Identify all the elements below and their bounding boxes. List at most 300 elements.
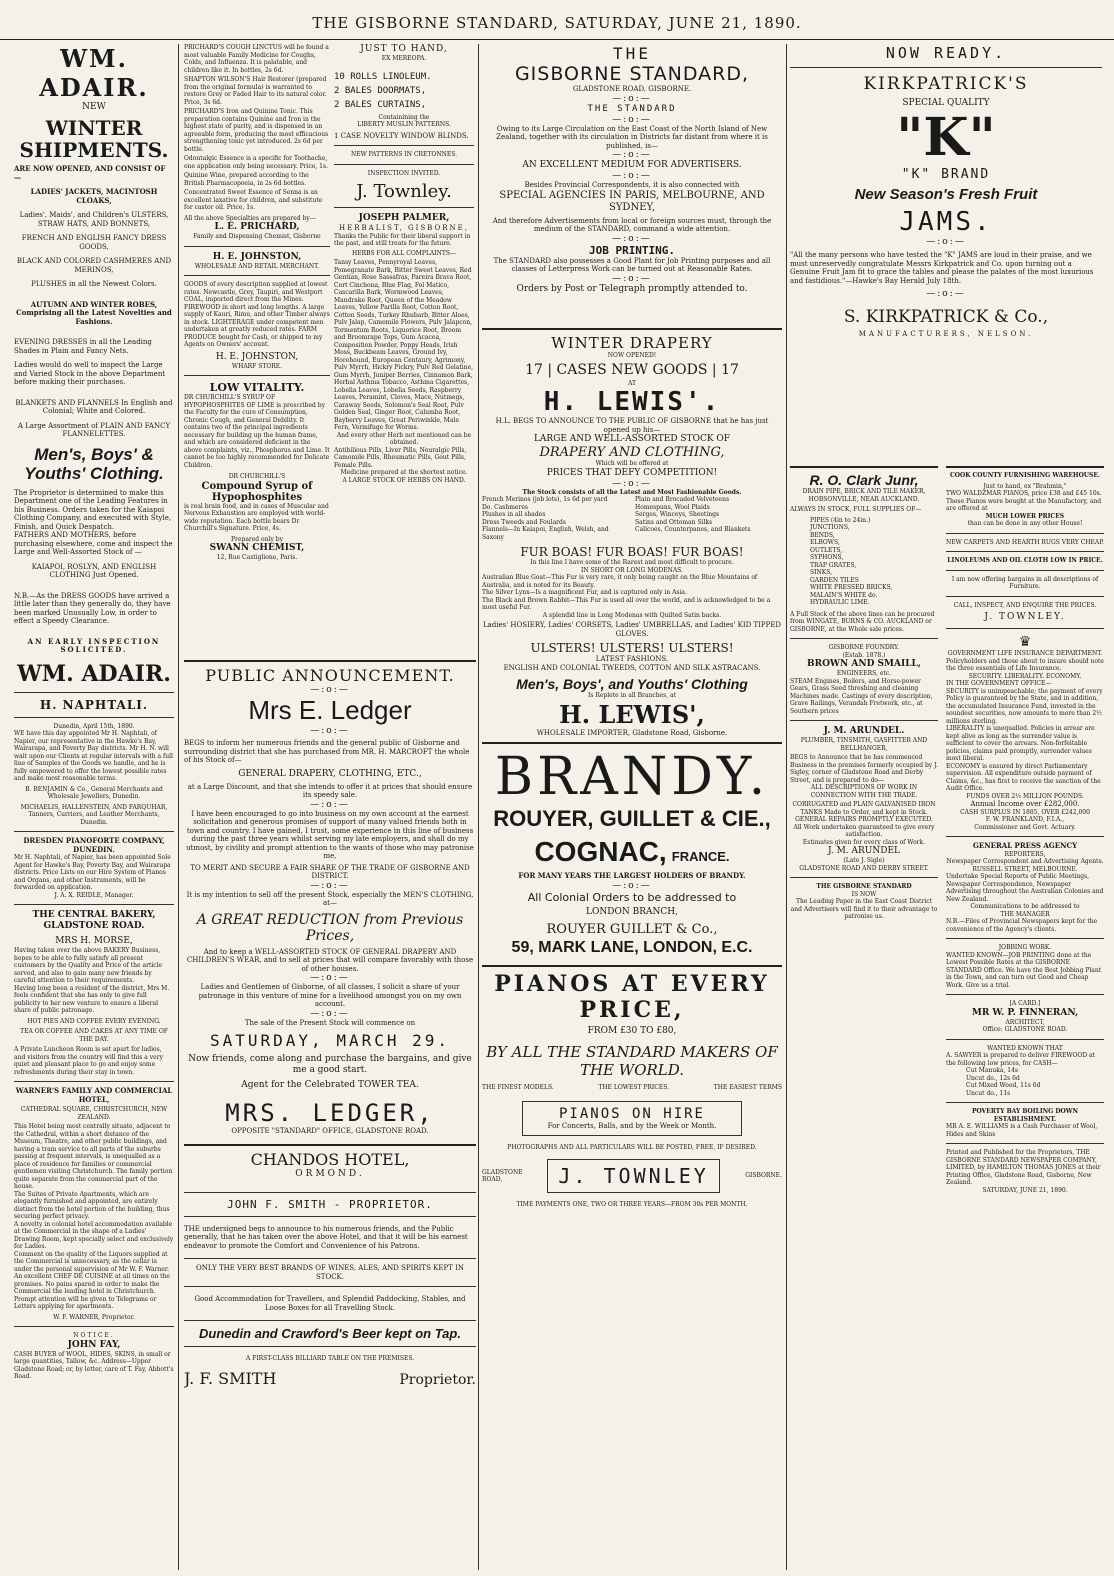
ad-headline: DRESDEN PIANOFORTE COMPANY, DUNEDIN. bbox=[23, 836, 165, 854]
ad-text: HOT PIES AND COFFEE EVERY EVENING. bbox=[27, 1017, 161, 1025]
hire-box bbox=[522, 1101, 742, 1136]
advertiser-name: KIRKPATRICK'S bbox=[863, 74, 1029, 94]
column-rule bbox=[178, 44, 179, 1570]
ad-text: LINOLEUMS AND OIL CLOTH LOW IN PRICE. bbox=[947, 557, 1103, 564]
ad-text: Quinine Wine, prepared according to the British Pharmacopoeia, in 2s 6d bottles. bbox=[184, 172, 309, 187]
ad-text: FRANCE. bbox=[671, 849, 730, 864]
ad-text: For Concerts, Balls, and by the Week or Month. bbox=[547, 1122, 717, 1130]
ad-text: And therefore Advertisements from local or foreign sources must, through the medium of the STANDARD, command a wide attention. bbox=[492, 216, 772, 233]
advertiser-name: JOHN FAY, bbox=[67, 1339, 121, 1350]
advertiser-name: L. E. PRICHARD, bbox=[214, 222, 300, 232]
ad-headline: JOB PRINTING. bbox=[588, 243, 676, 257]
ad-text: PHOTOGRAPHS AND ALL PARTICULARS WILL BE POSTED, FREE, IF DESIRED. bbox=[507, 1143, 757, 1151]
ad-text: KAIAPOI, ROSLYN, AND ENGLISH CLOTHING Just Opened. bbox=[31, 562, 157, 579]
ad-text: Owing to its Large Circulation on the East Coast of the North Island of New Zealand, together with its circulation in Districts far distant from where it is published, is— bbox=[496, 124, 768, 150]
ad-text: CALL, INSPECT, AND ENQUIRE THE PRICES. bbox=[953, 601, 1097, 609]
ad-headline: PUBLIC ANNOUNCEMENT. bbox=[205, 666, 455, 685]
ad-text: The Leading Paper in the East Coast District and Advertisers will find it to their advantage to patronise us. bbox=[790, 898, 938, 920]
ad-text: 1 CASE NOVELTY WINDOW BLINDS. bbox=[334, 131, 469, 140]
ad-text: Ladies' HOSIERY, Ladies' CORSETS, Ladies' UMBRELLAS, and Ladies' KID TIPPED GLOVES. bbox=[482, 621, 782, 638]
ad-text: Medicine prepared at the shortest notice. bbox=[340, 469, 468, 476]
ad-text: F. W. FRANKLAND, F.I.A., bbox=[985, 816, 1065, 823]
ad-headline: WARNER'S FAMILY AND COMMERCIAL HOTEL, bbox=[15, 1086, 173, 1104]
ad-text: Orders by Post or Telegraph promptly attended to. bbox=[516, 283, 748, 294]
press-agency-ad bbox=[946, 842, 1104, 933]
ad-text: AUTUMN AND WINTER ROBES, Comprising all the Latest Novelties and Fashions. bbox=[16, 299, 172, 326]
list-item: Calicoes, Counterpanes, and Blankets bbox=[635, 526, 751, 533]
ledger-ad: PUBLIC ANNOUNCEMENT. —:o:— Mrs E. Ledger —:o:— BEGS to inform her numerous friends and the general public of Gisborne and surrounding district that she has purchased from MR. H. MARCROFT the whole of his Stock of— GENERAL DRAPERY, CLOTHING, ETC., at a Large Discount, and that she intends to offer it at prices that should ensure its speedy sale. —:o:— I have been encouraged to go into business on my own account at the earnest solicitation and generous promises of support of many valued friends both in town and country. I have gained, I trust, some experience in this line of business during the past three years whilst serving my late employers, and shall do my utmost, by civility and prompt attention to the wants of those who may patronise me, TO MERIT AND SECURE A FAIR SHARE OF THE TRADE OF GISBORNE AND DISTRICT. —:o:— It is my intention to sell off the present Stock, especially the MEN'S CLOTHING, at— A GREAT REDUCTION from Previous Prices, And to keep a WELL-ASSORTED STOCK OF GENERAL DRAPERY AND CHILDREN'S WEAR, and to sell at prices that will compare favorably with those of other houses. —:o:— Ladies and Gentlemen of Gisborne, of all classes, I solicit a share of your patronage in this venture of mine for a livelihood amongst you on my own account. —:o:— The sale of the Present Stock will commence on SATURDAY, MARCH 29. Now friends, come along and purchase the bargains, and give me a good start. Agent for the Celebrated TOWER TEA. MRS. LEDGER, OPPOSITE "STANDARD" OFFICE, GLADSTONE ROAD. bbox=[184, 666, 476, 1136]
ad-text: GLADSTONE ROAD, GISBORNE. bbox=[572, 85, 692, 93]
ad-text: Family and Dispensing Chemist, Gisborne bbox=[193, 233, 321, 240]
ad-text: INSPECTION INVITED. bbox=[367, 169, 441, 177]
list-item: Plushes in all shades bbox=[482, 511, 546, 518]
ad-text: PRICHARD'S Iron and Quinine Tonic. This preparation contains Quinine and Iron in the highest state of purity, and is dispensed in an agreeable form, producing the most efficacious strengthening tonic yet introduced. 2s 6d per bottle. bbox=[184, 108, 329, 153]
ad-text: FOR MANY YEARS THE LARGEST HOLDERS OF BRANDY. bbox=[518, 871, 746, 880]
ad-text: Communications to be addressed to bbox=[970, 903, 1080, 910]
ad-text: Proprietor. bbox=[399, 1371, 476, 1388]
list-item: ELBOWS, bbox=[810, 539, 840, 546]
ad-headline: Men's, Boys', and Youths' Clothing bbox=[516, 676, 748, 692]
ad-text: NOW OPENED! bbox=[607, 352, 657, 359]
ad-headline: SPECIAL AGENCIES IN PARIS, MELBOURNE, AND SYDNEY, bbox=[499, 189, 765, 213]
stock-list bbox=[482, 496, 782, 541]
ad-text: Now friends, come along and purchase the bargains, and give me a good start. bbox=[188, 1054, 472, 1075]
ad-text: EX MEREOPA. bbox=[381, 55, 427, 62]
ad-text: FUNDS OVER 2½ MILLION POUNDS. bbox=[966, 792, 1084, 800]
vitality-ad bbox=[184, 381, 330, 562]
ad-headline: "K" bbox=[896, 107, 996, 168]
ad-headline: Compound Syrup of Hypophosphites bbox=[201, 480, 313, 503]
ad-text: LIBERALITY is unequalled. Policies in arrear are kept alive as long as the surrender value is sufficient to cover the arrears. Non-forfeitable policies, claims paid promptly, surrender values most liberal. bbox=[946, 725, 1095, 762]
list-item: Serges, Winceys, Sheetings bbox=[635, 511, 720, 518]
naphtali-ad bbox=[14, 698, 174, 827]
ad-text: Prepared only by bbox=[231, 535, 283, 543]
list-item: Flannels—In Kaiapoi, English, Welsh, and Saxony bbox=[482, 526, 609, 541]
list-item: SINKS, bbox=[810, 569, 833, 576]
ad-text: STEAM Engines, Boilers, and Horse-power Gears, Grass Seed threshing and cleaning Machines made. Castings of every description, Grave Railings, Verandah Fretwork, etc., at Southern prices bbox=[790, 677, 933, 715]
ad-text: TIME PAYMENTS ONE, TWO OR THREE YEARS—FROM 30s PER MONTH. bbox=[516, 1201, 748, 1208]
ad-text: MUCH LOWER PRICES bbox=[985, 512, 1065, 520]
ad-text: Ladies and Gentlemen of Gisborne, of all classes, I solicit a share of your patronage in this venture of mine for a livelihood amongst you on my own account. bbox=[198, 983, 462, 1008]
column-5 bbox=[790, 44, 1102, 454]
ad-text: ENGINEERS, etc. bbox=[836, 670, 892, 677]
ad-text: Printed and Published for the Proprietors, THE GISBORNE STANDARD NEWSPAPER COMPANY, LIMITED, by HAMILTON THOMAS JONES at their Printing Office, Gladstone Road, Gisborne, New Zealand. bbox=[946, 1149, 1101, 1186]
ad-text: SHAPTON WILSON'S Hair Restorer (prepared from the original formula) is warranted to restore Grey or Faded Hair to its natural color. Price, 3s 6d. bbox=[184, 76, 327, 106]
advertiser-name: MRS. LEDGER, bbox=[225, 1099, 435, 1127]
ad-text: 12, Rue Castiglione, Paris. bbox=[216, 554, 298, 561]
cook-ad bbox=[946, 472, 1104, 623]
ad-text: MICHAELIS, HALLENSTEIN, AND FARQUHAR, Tanners, Curriers, and Leather Merchants, Dunedin. bbox=[20, 803, 168, 826]
ad-text: Prompt attention will be given to Telegrams or Letters applying for apartments. bbox=[14, 1295, 157, 1310]
ad-text: GENERAL DRAPERY, CLOTHING, ETC., bbox=[238, 768, 422, 779]
ad-text: Besides Provincial Correspondents, it is also connected with bbox=[524, 181, 740, 189]
ad-headline: BY ALL THE STANDARD MAKERS OF THE WORLD. bbox=[486, 1042, 778, 1079]
ad-text: Is Replete in all Branches, at bbox=[588, 692, 676, 699]
advertiser-name: J. Townley. bbox=[356, 181, 452, 202]
boiling-ad bbox=[946, 1108, 1104, 1138]
advertiser-name: H. E. JOHNSTON, bbox=[215, 351, 299, 362]
ad-text: Undertake Special Reports of Public Meetings, Newspaper Correspondence, Newspaper Advertising throughout the Australian Colonies and New Zealand. bbox=[946, 873, 1104, 903]
ad-text: All Colonial Orders to be addressed to bbox=[527, 890, 737, 904]
advertiser-name: H. NAPHTALI. bbox=[39, 697, 149, 712]
ad-headline: JAMS. bbox=[899, 207, 993, 237]
ad-text: EVENING DRESSES in all the Leading Shades in Plain and Fancy Nets. bbox=[14, 338, 152, 355]
ad-text: Antibilious Pills, Liver Pills, Neuralgic Pills, Camomile Pills, Rheumatic Pills, Gout Pills, Female Pills. bbox=[334, 446, 467, 469]
list-item: MALAIN'S WHITE do. bbox=[810, 591, 878, 599]
ad-text: PLUMBER, TINSMITH, GASFITTER AND BELLHANGER, bbox=[800, 737, 928, 752]
ad-text: PRICHARD'S COUGH LINCTUS will be found a most valuable Family Medicine for Coughs, Colds, and Influenza. It is palatable, and children like it. In bottles, 2s 6d. bbox=[184, 44, 329, 74]
ad-headline: "K" BRAND bbox=[901, 167, 991, 182]
ad-text: CASH BUYER of WOOL, HIDES, SKINS, in small or large quantities, Tallow, &c. Address—Upper Gladstone Road; or, by letter, care of T. Fay, Abbott's Road. bbox=[14, 1350, 174, 1380]
lewis-ad: WINTER DRAPERY NOW OPENED! 17 | CASES NEW GOODS | 17 AT H. LEWIS'. H.L. BEGS TO ANNOUNCE TO THE PUBLIC OF GISBORNE that he has just opened up his— LARGE AND WELL-ASSORTED STOCK OF DRAPERY AND CLOTHING, Which will be offered at PRICES THAT DEFY COMPETITION! —:o:— The Stock consists of all the Latest and Most Fashionable Goods. French Merinos (job lots), 1s 6d per yard Do. Cashmeres Plushes in all shades Dress Tweeds and Foulards Flannels—In Kaiapoi, English, Welsh, and Saxony Plain and Brocaded Velveteens Homespuns, Wool Plaids Serges, Winceys, Sheetings Satins and Ottoman Silks Calicoes, Counterpanes, and Blankets FUR BOAS! FUR BOAS! FUR BOAS! In this line I have some of the Rarest and most difficult to procure. IN SHORT OR LONG MODENAS. Australian Blue Goat—This Fur is very rare, it only being caught on the Blue Mountains of Australia, and is noted for its Beauty. The Silver Lynx—Is a magnificent Fur, and is captured only in Asia. The Black and Brown Rabbit—This Fur is used all over the world, and is acknowledged to be a most useful Fur. A splendid line in Long Modenas with Quilted Satin backs. Ladies' HOSIERY, Ladies' CORSETS, Ladies' UMBRELLAS, and Ladies' KID TIPPED GLOVES. ULSTERS! ULSTERS! ULSTERS! LATEST FASHIONS. ENGLISH AND COLONIAL TWEEDS, COTTON AND SILK ASTRACANS. Men's, Boys', and Youths' Clothing Is Replete in all Branches, at H. LEWIS', WHOLESALE IMPORTER, Gladstone Road, Gisborne. bbox=[482, 334, 782, 737]
advertiser-name: JOSEPH PALMER, bbox=[358, 213, 450, 223]
advertiser-name: MR W. P. FINNERAN, bbox=[971, 1007, 1079, 1018]
ad-headline: 17 | CASES NEW GOODS | 17 bbox=[525, 361, 739, 378]
adair-ad bbox=[14, 44, 174, 687]
column-3 bbox=[334, 44, 474, 650]
list-item: Cut Manuka, 14s bbox=[966, 1067, 1018, 1074]
ad-text: ARE NOW OPENED, AND CONSIST OF — bbox=[14, 164, 166, 182]
ad-text: NEW CARPETS AND HEARTH RUGS VERY CHEAP. bbox=[946, 538, 1104, 546]
ad-text: OPPOSITE "STANDARD" OFFICE, GLADSTONE ROAD. bbox=[231, 1127, 429, 1135]
ad-headline: NOTICE. bbox=[73, 1332, 115, 1339]
ad-text: ALWAYS IN STOCK, FULL SUPPLIES OF— bbox=[790, 506, 922, 513]
ad-text: And every other Herb not mentioned can be obtained. bbox=[336, 431, 472, 446]
ad-text: MANUFACTURERS, NELSON. bbox=[858, 330, 1034, 338]
advertiser-name: BROWN AND SMAILL, bbox=[807, 659, 921, 669]
imprint bbox=[946, 1149, 1104, 1194]
ad-headline: FUR BOAS! FUR BOAS! FUR BOAS! bbox=[520, 545, 744, 559]
ad-headline: BRANDY. bbox=[494, 747, 770, 807]
ad-headline: NOW READY. bbox=[885, 44, 1007, 62]
dresden-ad bbox=[14, 837, 174, 899]
ad-text: Tansy Leaves, Pennyroyal Leaves, Pomegranate Bark, Bitter Sweet Leaves, Red Gentian, Rose Sassafras, Pareira Brava Root, Cort Cinchona, Blue Flag, Fol Matico, Cascarilla Bark, Wormwood Leaves, Mandrake Root, Queen of the Meadow Leaves, Yellow Parilla Root, Cotton Root, Cotton Seeds, Turkey Rhubarb, Bitter Aloes, Pulv Jalap, Camomile Flowers, Pulv Jalapcon, Tormentum Roots, Liquorice Root, Broom and Broomrape Tops, Gum Acacea, Composition Powder, Poppy Heads, Irish Moss, Buckbeam Leaves, Ground Ivy, Horehound, European Centaury, Agrimony, Pulv Myrrh, Hickry Pickry, Pulv Red Gelatine, Gum Myrrh, Juniper Berries, Cinnamon Bark, Herbal Asthma Tobacco, Asthma Cigarettes, Lobelia Leaves, Lobelia Seeds, Raspberry Leaves, Peramint, Cloves, Mace, Nutmegs, Caraway Seeds, Solomon's Seal Root, Pulv Golden Seal, Ginger Root, Calumba Root, Bayberry Leaves, Great Periwinkle, Male Fern, Vermifuge for Worms. bbox=[334, 259, 474, 431]
ad-headline: POVERTY BAY BOILING DOWN ESTABLISHMENT. bbox=[972, 1108, 1078, 1123]
ad-headline: WINTER SHIPMENTS. bbox=[19, 116, 169, 162]
ad-text: Comment on the quality of the Liquors supplied at the Commercial is unnecessary, as the cellar is under the personal supervision of Mr W. F. Warner. bbox=[14, 1250, 169, 1273]
ad-headline: COGNAC, bbox=[534, 836, 667, 867]
foundry-ad bbox=[790, 644, 938, 715]
column-rule bbox=[786, 44, 787, 1570]
column-7 bbox=[946, 462, 1104, 1570]
ad-text: 2 BALES DOORMATS, bbox=[334, 85, 427, 96]
chandos-ad bbox=[184, 1150, 476, 1388]
insurance-ad bbox=[946, 634, 1104, 831]
list-item: PIPES (4in to 24in.) bbox=[810, 516, 871, 524]
column-1 bbox=[14, 44, 174, 1570]
list-item: THE EASIEST TERMS bbox=[713, 1083, 782, 1091]
ad-text: The Black and Brown Rabbit—This Fur is used all over the world, and is acknowledged to be a most useful Fur. bbox=[482, 596, 771, 611]
ad-text: A Private Luncheon Room is set apart for ladies, and visitors from the country will find this a very quiet and pleasant place to go and enjoy some refreshments during their stay in town. bbox=[14, 1046, 163, 1076]
ad-text: LADIES' JACKETS, MACINTOSH CLOAKS, bbox=[30, 187, 158, 205]
ad-text: Odontalgic Essence is a specific for Toothache, one application only being necessary. Price, 1s. bbox=[184, 155, 328, 170]
ad-text: And to keep a WELL-ASSORTED STOCK OF GENERAL DRAPERY AND CHILDREN'S WEAR, and to sell at prices that will compare favorably with those of other houses. bbox=[186, 947, 474, 973]
ad-text: LIBERTY MUSLIN PATTERNS. bbox=[357, 121, 451, 128]
ad-text: GISBORNE. bbox=[745, 1172, 782, 1180]
ad-headline: PIANOS ON HIRE bbox=[558, 1106, 705, 1122]
palmer-ad bbox=[334, 213, 474, 484]
ad-text: PRICES THAT DEFY COMPETITION! bbox=[546, 467, 718, 478]
ad-text: Just to hand, ex "Brahmin," bbox=[983, 482, 1067, 490]
ad-text: CORRUGATED and PLAIN GALVANISED IRON TANKS Made to Order, and kept in Stock. bbox=[792, 801, 936, 816]
ad-text: at a Large Discount, and that she intends to offer it at prices that should ensure its speedy sale. bbox=[187, 782, 473, 799]
ad-text: ORMOND. bbox=[295, 1168, 365, 1179]
ad-text: I am now offering bargains in all descriptions of Furniture. bbox=[951, 575, 1099, 590]
ad-text: is real brain food, and in cases of Muscular and Nervous Exhaustion are employed with world-wide reputation. Each bottle bears Dr Churchill's Signature. Price, 4s. bbox=[184, 502, 329, 532]
clark-ad bbox=[790, 472, 938, 633]
ad-text: Concentrated Sweet Essence of Senna is an excellent laxative for children, and substitute for castor oil. Price, 1s. bbox=[184, 189, 323, 211]
list-item: Dress Tweeds and Foulards bbox=[482, 518, 566, 526]
ad-headline: JOBBING WORK. bbox=[998, 944, 1052, 951]
ad-text: W. F. WARNER, Proprietor. bbox=[53, 1313, 135, 1321]
column-2 bbox=[184, 44, 330, 650]
ad-text: RUSSELL STREET, MELBOURNE. bbox=[972, 865, 1078, 873]
ad-headline: New Season's Fresh Fruit bbox=[854, 186, 1038, 203]
ad-text: BLANKETS AND FLANNELS In English and Colonial; White and Colored. bbox=[15, 398, 173, 415]
list-item: Cut Mixed Wood, 11s 6d bbox=[966, 1082, 1041, 1089]
ad-headline: WANTED KNOWN THAT bbox=[987, 1044, 1063, 1052]
list-item: JUNCTIONS, bbox=[810, 524, 850, 531]
ad-text: DR CHURCHILL'S bbox=[228, 473, 286, 480]
ad-headline: ULSTERS! ULSTERS! ULSTERS! bbox=[530, 641, 734, 655]
ad-text: AN EARLY INSPECTION SOLICITED. bbox=[27, 636, 161, 654]
ad-text: BLACK AND COLORED CASHMERES AND MERINOS, bbox=[16, 257, 172, 274]
ad-text: Ladies would do well to inspect the Large and Varied Stock in the above Department before making their purchases. bbox=[14, 361, 166, 386]
jobbing-ad bbox=[946, 944, 1104, 989]
ad-text: SPECIAL QUALITY bbox=[902, 98, 990, 108]
ad-text: THE MANAGER bbox=[1000, 910, 1050, 918]
advertiser-name: ROUYER GUILLET & Co., bbox=[546, 921, 718, 937]
arundel-ad bbox=[790, 726, 938, 872]
ad-text: ALL DESCRIPTIONS OF WORK IN CONNECTION WITH THE TRADE. bbox=[810, 784, 918, 799]
ad-text: DR CHURCHILL'S SYRUP OF HYPOPHOSPHITES OF LIME is prescribed by the Faculty for the cure of Consumption, Chronic Cough, and General Debility. It contains two of the principal ingredients necessary for building up the human frame, and which are considered deficient in the above complaints, viz., Phosphorus and Lime. It cannot be too highly recommended for Delicate Children. bbox=[184, 394, 330, 469]
ad-text: WE have this day appointed Mr H. Naphtali, of Napier, our representative in the Hawke's Bay, Wairarapa, and Poverty Bay districts. Mr H. N. will wait upon our Clients at regular intervals with a full line of Samples of the Goods we handle, and he is fully empowered to offer the lowest possible rates and make most reasonable terms. bbox=[14, 730, 173, 782]
ad-text: Annual Income over £282,000. bbox=[970, 800, 1080, 808]
ad-text: SATURDAY, JUNE 21, 1890. bbox=[982, 1186, 1068, 1194]
ad-text: It is my intention to sell off the present Stock, especially the MEN'S CLOTHING, at— bbox=[186, 890, 474, 907]
ad-text: A. SAWYER is prepared to deliver FIREWOOD at the following low prices, for CASH— bbox=[946, 1052, 1096, 1067]
advertiser-name: Mrs E. Ledger bbox=[248, 695, 412, 725]
advertiser-name: J. TOWNLEY bbox=[547, 1159, 719, 1193]
ad-text: Which will be offered at bbox=[595, 460, 669, 467]
ad-text: HOBSONVILLE, NEAR AUCKLAND. bbox=[808, 495, 920, 503]
advertiser-name: J. M. ARUNDEL. bbox=[823, 726, 905, 736]
list-item: Uncut do., 12s 6d bbox=[966, 1074, 1020, 1082]
ad-text: ECONOMY is ensured by direct Parliamentary supervision. All expenditure outside payment of Claims, &c., has first to receive the sanction of the Audit Office. bbox=[946, 762, 1101, 792]
advertiser-name: WM. ADAIR. bbox=[39, 44, 149, 102]
ad-text: 59, MARK LANE, LONDON, E.C. bbox=[511, 938, 753, 956]
ad-text: ENGLISH AND COLONIAL TWEEDS, COTTON AND SILK ASTRACANS. bbox=[503, 663, 761, 672]
ad-text: THE undersigned begs to announce to his numerous friends, and the Public generally, that he has taken over the above Hotel, and that it will be his earnest endeavor to promote the Comfort and Convenience of his Patrons. bbox=[184, 1224, 468, 1250]
ad-text: TEA OR COFFEE AND CAKES AT ANY TIME OF THE DAY. bbox=[20, 1028, 168, 1043]
ad-label: NEW bbox=[82, 102, 106, 112]
ad-text: Australian Blue Goat—This Fur is very rare, it only being caught on the Blue Mountains of Australia, and is noted for its Beauty. bbox=[482, 574, 758, 589]
column-rule bbox=[478, 44, 479, 1570]
ad-text: DRAIN PIPE, BRICK AND TILE MAKER, bbox=[802, 488, 926, 495]
advertiser-name: GISBORNE STANDARD, bbox=[514, 63, 750, 85]
ad-text: CASH SURPLUS IN 1885, OVER £242,000 bbox=[960, 808, 1090, 816]
ad-text: N.B.—Files of Provincial Newspapers kept for the convenience of the Agency's clients. bbox=[946, 918, 1098, 933]
ad-text: All the above Specialties are prepared by— bbox=[184, 214, 316, 222]
ad-text: (Estab. 1878.) bbox=[842, 651, 886, 659]
ad-text: WHOLESALE AND RETAIL MERCHANT. bbox=[194, 262, 320, 270]
list-item: SYPHONS, bbox=[810, 554, 844, 561]
list-item: Homespuns, Wool Plaids bbox=[635, 503, 710, 511]
ad-text: WHARF STORE. bbox=[231, 362, 283, 370]
ad-text: Newspaper Correspondent and Advertising Agents. bbox=[946, 858, 1104, 865]
ad-headline: Dunedin and Crawford's Beer kept on Tap. bbox=[199, 1326, 461, 1341]
list-item: Do. Cashmeres bbox=[482, 503, 528, 511]
ad-text: A Full Stock of the above lines can be procured from WINGATE, BURNS & CO. AUCKLAND or GISBORNE, at the Whole sale prices. bbox=[790, 610, 935, 633]
list-item: Plain and Brocaded Velveteens bbox=[635, 496, 730, 503]
townley-ad bbox=[334, 44, 474, 202]
ad-text: In this line I have some of the Rarest and most difficult to procure. bbox=[530, 559, 734, 566]
ad-headline: A GREAT REDUCTION from Previous Prices, bbox=[196, 911, 464, 944]
ad-headline: THE STANDARD bbox=[587, 103, 677, 114]
list-item: TRAP GRATES, bbox=[810, 561, 857, 569]
fay-notice bbox=[14, 1332, 174, 1381]
ad-text: GENERAL REPAIRS PROMPTLY EXECUTED. bbox=[795, 816, 933, 823]
ad-text: The Stock consists of all the Latest and Most Fashionable Goods. bbox=[522, 488, 742, 496]
standard-ad: THE GISBORNE STANDARD, GLADSTONE ROAD, GISBORNE. —:o:— THE STANDARD —:o:— Owing to its Large Circulation on the East Coast of the North Island of New Zealand, together with its circulation in Districts far distant from where it is published, is— —:o:— AN EXCELLENT MEDIUM FOR ADVERTISERS. —:o:— Besides Provincial Correspondents, it is also connected with SPECIAL AGENCIES IN PARIS, MELBOURNE, AND SYDNEY, And therefore Advertisements from local or foreign sources must, through the medium of the STANDARD, command a wide attention. —:o:— JOB PRINTING. The STANDARD also possesses a Good Plant for Job Printing purposes and all classes of Letterpress Work can be turned out at Reasonable Rates. —:o:— Orders by Post or Telegraph promptly attended to. bbox=[482, 44, 782, 295]
ad-headline: Men's, Boys' & Youths' Clothing. bbox=[24, 444, 164, 483]
ad-text: The Suites of Private Apartments, which are elegantly furnished and appointed, are entirely distinct from the hotel portion of the building, thus securing perfect privacy. bbox=[14, 1190, 170, 1220]
crest-icon: ♛ bbox=[1018, 634, 1032, 650]
ad-text: A novelty in colonial hotel accommodation available at the Commercial in the shape of a Ladies' Drawing Room, kept specially select and exclusively for Ladies. bbox=[14, 1220, 174, 1250]
ad-text: I have been encouraged to go into business on my own account at the earnest solicitation and generous promises of support of many valued friends both in town and country. I have gained, I trust, some experience in this line of business during the past three years whilst serving my late employers, and shall do my utmost, by civility and prompt attention to the wants of those who may patronise me, bbox=[186, 809, 474, 860]
ad-text: 2 BALES CURTAINS, bbox=[334, 99, 427, 110]
ad-text: AT bbox=[627, 379, 636, 387]
ad-headline: SATURDAY, MARCH 29. bbox=[209, 1031, 451, 1050]
ad-text: The sale of the Present Stock will commence on bbox=[244, 1018, 416, 1027]
ad-headline: COOK COUNTY FURNISHING WAREHOUSE. bbox=[949, 472, 1101, 479]
ad-headline: GISBORNE FOUNDRY. bbox=[828, 644, 900, 651]
ad-text: Policyholders and those about to insure should note the three essentials of Life Insurance. bbox=[946, 657, 1104, 672]
ad-text: PLUSHES in all the Newest Colors. bbox=[31, 280, 157, 288]
brandy-ad: BRANDY. ROUYER, GUILLET & CIE., COGNAC, FRANCE. FOR MANY YEARS THE LARGEST HOLDERS OF BRANDY. —:o:— All Colonial Orders to be addressed to LONDON BRANCH, ROUYER GUILLET & Co., 59, MARK LANE, LONDON, E.C. bbox=[482, 748, 782, 957]
johnston-ad bbox=[184, 252, 330, 371]
ad-text: MRS H. MORSE, bbox=[55, 936, 133, 946]
lewis-brandy-pianos-block bbox=[482, 324, 782, 1570]
ad-text: GLADSTONE ROAD AND DERBY STREET. bbox=[799, 864, 929, 872]
ad-text: GOODS of every description supplied at lowest rates. Newcastle, Grey, Taupiri, and Westport COAL, imported direct from the Mines. FIREWOOD in short and long lengths. A large supply of Kauri, Rimu, and other Timber always in stock. LIGHTERAGE under competent men undertaken at greatly reduced rates. FARM PRODUCE bought for Cash, or shipped to my Agents on Owners' account. bbox=[184, 281, 330, 348]
ad-text: 10 ROLLS LINOLEUM. bbox=[334, 71, 432, 82]
ad-text: BEGS to inform her numerous friends and the general public of Gisborne and surrounding district that she has purchased from MR. H. MARCROFT the whole of his Stock of— bbox=[184, 739, 470, 764]
ad-text: SECURITY is unimpeachable; the payment of every Policy is guaranteed by the State, and in addition, the accumulated Insurance Fund, invested in the soundest securities, now amounts to more than 2½ millions sterling. bbox=[946, 687, 1103, 725]
finneran-card bbox=[946, 1000, 1104, 1034]
ad-headline: DRAPERY AND CLOTHING, bbox=[539, 445, 725, 460]
ad-text: [A CARD.] bbox=[1009, 1000, 1041, 1007]
ad-text: Office: GLADSTONE ROAD. bbox=[982, 1026, 1068, 1033]
ad-text: IN SHORT OR LONG MODENAS. bbox=[581, 566, 683, 574]
ad-headline: THE bbox=[613, 44, 651, 63]
list-item: Uncut do., 11s bbox=[966, 1089, 1011, 1097]
advertiser-name: WM. ADAIR. bbox=[17, 660, 171, 687]
list-item: BENDS, bbox=[810, 531, 835, 539]
ad-text: LATEST FASHIONS. bbox=[595, 655, 669, 663]
ad-text: (Late J. Sigle) bbox=[843, 857, 885, 864]
ad-text: FROM £30 TO £80, bbox=[587, 1025, 677, 1036]
ad-text: NEW PATTERNS IN CRETONNES. bbox=[350, 151, 458, 158]
kirkpatrick-ad: NOW READY. KIRKPATRICK'S SPECIAL QUALITY "K" "K" BRAND New Season's Fresh Fruit JAMS. —:o:— "All the many persons who have tested the "K" JAMS are loud in their praise, and we must unreservedly congratulate Messrs Kirkpatrick and Co. upon turning out a Genuine Fruit Jam fit to grace the tables and please the palates of the most luxurious and fastidious."—Hawke's Bay Herald July 18th. —:o:— S. KIRKPATRICK & Co., MANUFACTURERS, NELSON. bbox=[790, 44, 1102, 339]
column-6 bbox=[790, 462, 938, 1570]
list-item: French Merinos (job lots), 1s 6d per yard bbox=[482, 496, 608, 503]
sawyer-ad bbox=[946, 1045, 1104, 1098]
ad-text: A LARGE STOCK OF HERBS ON HAND. bbox=[342, 476, 466, 484]
advertiser-name: S. KIRKPATRICK & Co., bbox=[843, 307, 1049, 327]
ad-text: SECURITY. LIBERALITY. ECONOMY. bbox=[968, 672, 1082, 680]
ad-headline: JUST TO HAND, bbox=[360, 44, 448, 54]
ad-text: BEGS to Announce that he has commenced Business in the premises formerly occupied by J. Sigley, corner of Gladstone Road and Derby Street, and is prepared to do— bbox=[790, 754, 938, 784]
ad-headline: LOW VITALITY. bbox=[209, 381, 305, 394]
ad-text: Good Accommodation for Travellers, and Splendid Paddocking, Stables, and Loose Boxes for all Travelling Stock. bbox=[194, 1295, 466, 1312]
ad-headline: GOVERNMENT LIFE INSURANCE DEPARTMENT. bbox=[947, 650, 1103, 657]
list-item: THE FINEST MODELS. bbox=[482, 1083, 554, 1091]
ad-text: "All the many persons who have tested the "K" JAMS are loud in their praise, and we must unreservedly congratulate Messrs Kirkpatrick and Co. upon turning out a Genuine Fruit Jam fit to grace the tables and please the palates of the most luxurious and fastidious."—Hawke's Bay Herald July 18th. bbox=[790, 251, 1094, 285]
ad-text: Dunedin, April 15th, 1890. bbox=[53, 722, 135, 730]
ad-text: H.L. BEGS TO ANNOUNCE TO THE PUBLIC OF GISBORNE that he has just opened up his— bbox=[495, 417, 769, 434]
ad-text: This Hotel being most centrally situate, adjacent to the Cathedral, within a short distance of the Museum, Theatre, and other public buildings, and having a tram service to all parts of the suburbs passing at frequent intervals, is unequalled as a place of residence for families or commercial gentlemen visiting Christchurch. The family portion quite separate from the commercial part of the house. bbox=[14, 1123, 173, 1190]
ad-text: Ladies', Maids', and Children's ULSTERS, STRAW HATS, AND BONNETS, bbox=[19, 211, 169, 228]
ad-text: An excellent CHEF DE CUISINE at all times on the premises. No pains spared in order to make the Commercial the leading hotel in Christchurch. bbox=[14, 1273, 170, 1295]
list-item: HYDRAULIC LIME. bbox=[810, 599, 870, 606]
ad-text: REPORTERS, bbox=[1004, 850, 1046, 858]
standard-notice bbox=[790, 883, 938, 921]
ad-text: LARGE AND WELL-ASSORTED STOCK OF bbox=[533, 434, 731, 444]
advertiser-name: SWANN CHEMIST, bbox=[209, 543, 305, 553]
advertiser-name: J. TOWNLEY. bbox=[984, 612, 1066, 622]
ledger-chandos-block bbox=[184, 656, 476, 1570]
pianos-ad bbox=[482, 971, 782, 1209]
ad-headline: JOHN F. SMITH - PROPRIETOR. bbox=[227, 1197, 433, 1211]
warner-ad bbox=[14, 1087, 174, 1321]
ad-text: Having taken over the above BAKERY Business, hopes to be able to fully satisfy all present customers by the Quality and Price of the article served, and also to gain many new friends by careful attention to their requirements. bbox=[14, 947, 163, 984]
advertiser-name: H. LEWIS'. bbox=[543, 387, 721, 417]
ad-text: GLADSTONE ROAD, bbox=[482, 1168, 523, 1183]
ad-headline: WINTER DRAPERY bbox=[551, 334, 713, 352]
ad-text: than can be done in any other House! bbox=[967, 520, 1083, 527]
ad-headline: THE CENTRAL BAKERY, GLADSTONE ROAD. bbox=[32, 910, 156, 931]
ad-text: Containining the bbox=[378, 113, 430, 121]
ad-text: A Large Assortment of PLAIN AND FANCY FLANNELETTES. bbox=[17, 421, 171, 438]
ad-text: Mr H. Naphtali, of Napier, has been appointed Sole Agent for Hawke's Bay, Poverty Bay, and Wairarapa districts. Price Lists on our Hire System of Pianos and Organs, and other Instruments, will be forwarded on application. bbox=[14, 854, 171, 891]
ad-headline: GENERAL PRESS AGENCY bbox=[972, 841, 1078, 850]
ad-headline: THE GISBORNE STANDARD bbox=[816, 883, 912, 890]
ad-text: IN THE GOVERNMENT OFFICE— bbox=[946, 680, 1052, 687]
list-item: OUTLETS, bbox=[810, 546, 843, 554]
advertiser-name: ROUYER, GUILLET & CIE., bbox=[493, 806, 771, 831]
ad-text: FATHERS AND MOTHERS, before purchasing elsewhere, come and inspect the Large and Well-Assorted Stock of — bbox=[14, 531, 173, 556]
ad-text: AN EXCELLENT MEDIUM FOR ADVERTISERS. bbox=[522, 160, 742, 170]
ad-text: MR A. E. WILLIAMS is a Cash Purchaser of Wool, Hides and Skins bbox=[946, 1123, 1098, 1138]
ad-text: WANTED KNOWN—JOB PRINTING done at the Lowest Possible Rates at the GISBORNE STANDARD Office. We have the Best Jobbing Plant in the Town, and can turn out Good and Cheap Work. Give us a trial. bbox=[946, 951, 1102, 989]
ad-text: TWO WALDZMAR PIANOS, price £38 and £45 10s. These Pianos were bought at the Manufactory, and are offered at bbox=[946, 490, 1102, 512]
ad-text: Estimates given for every class of Work. bbox=[802, 838, 926, 846]
advertiser-name: J. M. ARUNDEL bbox=[827, 846, 901, 856]
ad-text: CATHEDRAL SQUARE, CHRISTCHURCH, NEW ZEALAND. bbox=[20, 1106, 168, 1121]
pianos-features bbox=[482, 1084, 782, 1092]
list-item: THE LOWEST PRICES. bbox=[598, 1083, 670, 1091]
advertiser-name: CHANDOS HOTEL, bbox=[250, 1149, 410, 1169]
list-item: GARDEN TILES bbox=[810, 576, 859, 584]
ad-text: ARCHITECT, bbox=[1005, 1018, 1045, 1026]
prichard-ad bbox=[184, 44, 330, 241]
masthead: THE GISBORNE STANDARD, SATURDAY, JUNE 21, 1890. bbox=[0, 0, 1114, 40]
ad-text: A splendid line in Long Modenas with Quilted Satin backs. bbox=[542, 611, 722, 619]
bakery-ad bbox=[14, 910, 174, 1076]
ad-text: Commissioner and Govt. Actuary. bbox=[974, 823, 1076, 831]
ad-text: TO MERIT AND SECURE A FAIR SHARE OF THE TRADE OF GISBORNE AND DISTRICT. bbox=[190, 863, 470, 880]
